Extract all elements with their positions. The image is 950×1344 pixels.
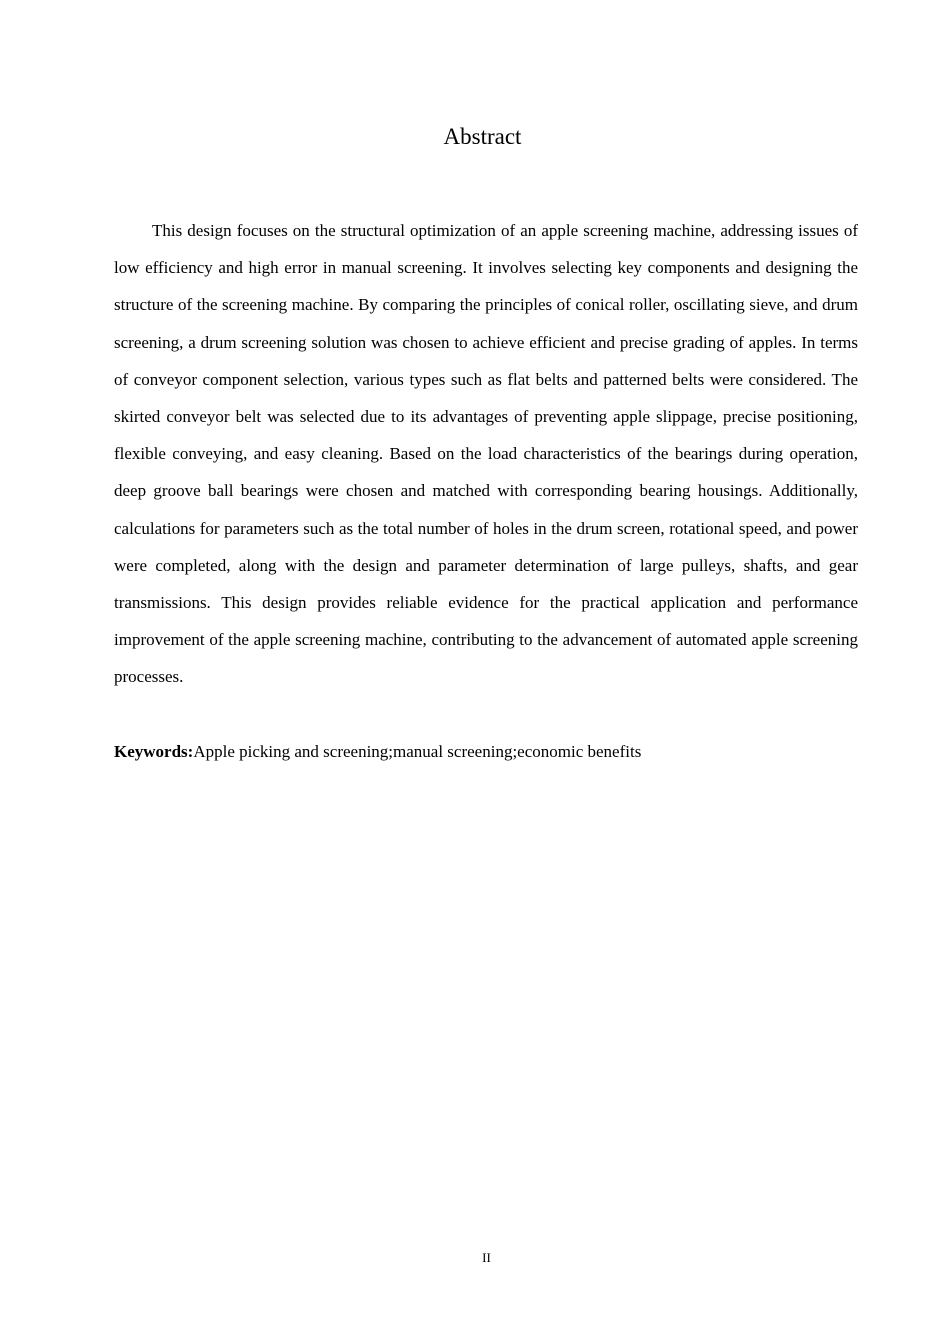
abstract-paragraph: This design focuses on the structural optimization of an apple screening machine, addressing issues of low efficiency and high error in manual screening. It involves selecting key components and designing the structure of the screening machine. By comparing the principles of conical roller, oscillating sieve, and drum screening, a drum screening solution was chosen to achieve efficient and precise grading of apples. In terms of conveyor component selection, various types such as flat belts and patterned belts were considered. The skirted conveyor belt was selected due to its advantages of preventing apple slippage, precise positioning, flexible conveying, and easy cleaning. Based on the load characteristics of the bearings during operation, deep groove ball bearings were chosen and matched with corresponding bearing housings. Additionally, calculations for parameters such as the total number of holes in the drum screen, rotational speed, and power were completed, along with the design and parameter determination of large pulleys, shafts, and gear transmissions. This design provides reliable evidence for the practical application and performance improvement of the apple screening machine, contributing to the advancement of automated apple screening processes.: [114, 221, 858, 687]
abstract-title: Abstract: [443, 124, 522, 149]
keywords-label: Keywords:: [114, 742, 194, 761]
keywords-text: Apple picking and screening;manual screening;economic benefits: [193, 742, 642, 761]
keywords-line: [114, 737, 858, 767]
page-number: II: [482, 1250, 491, 1265]
